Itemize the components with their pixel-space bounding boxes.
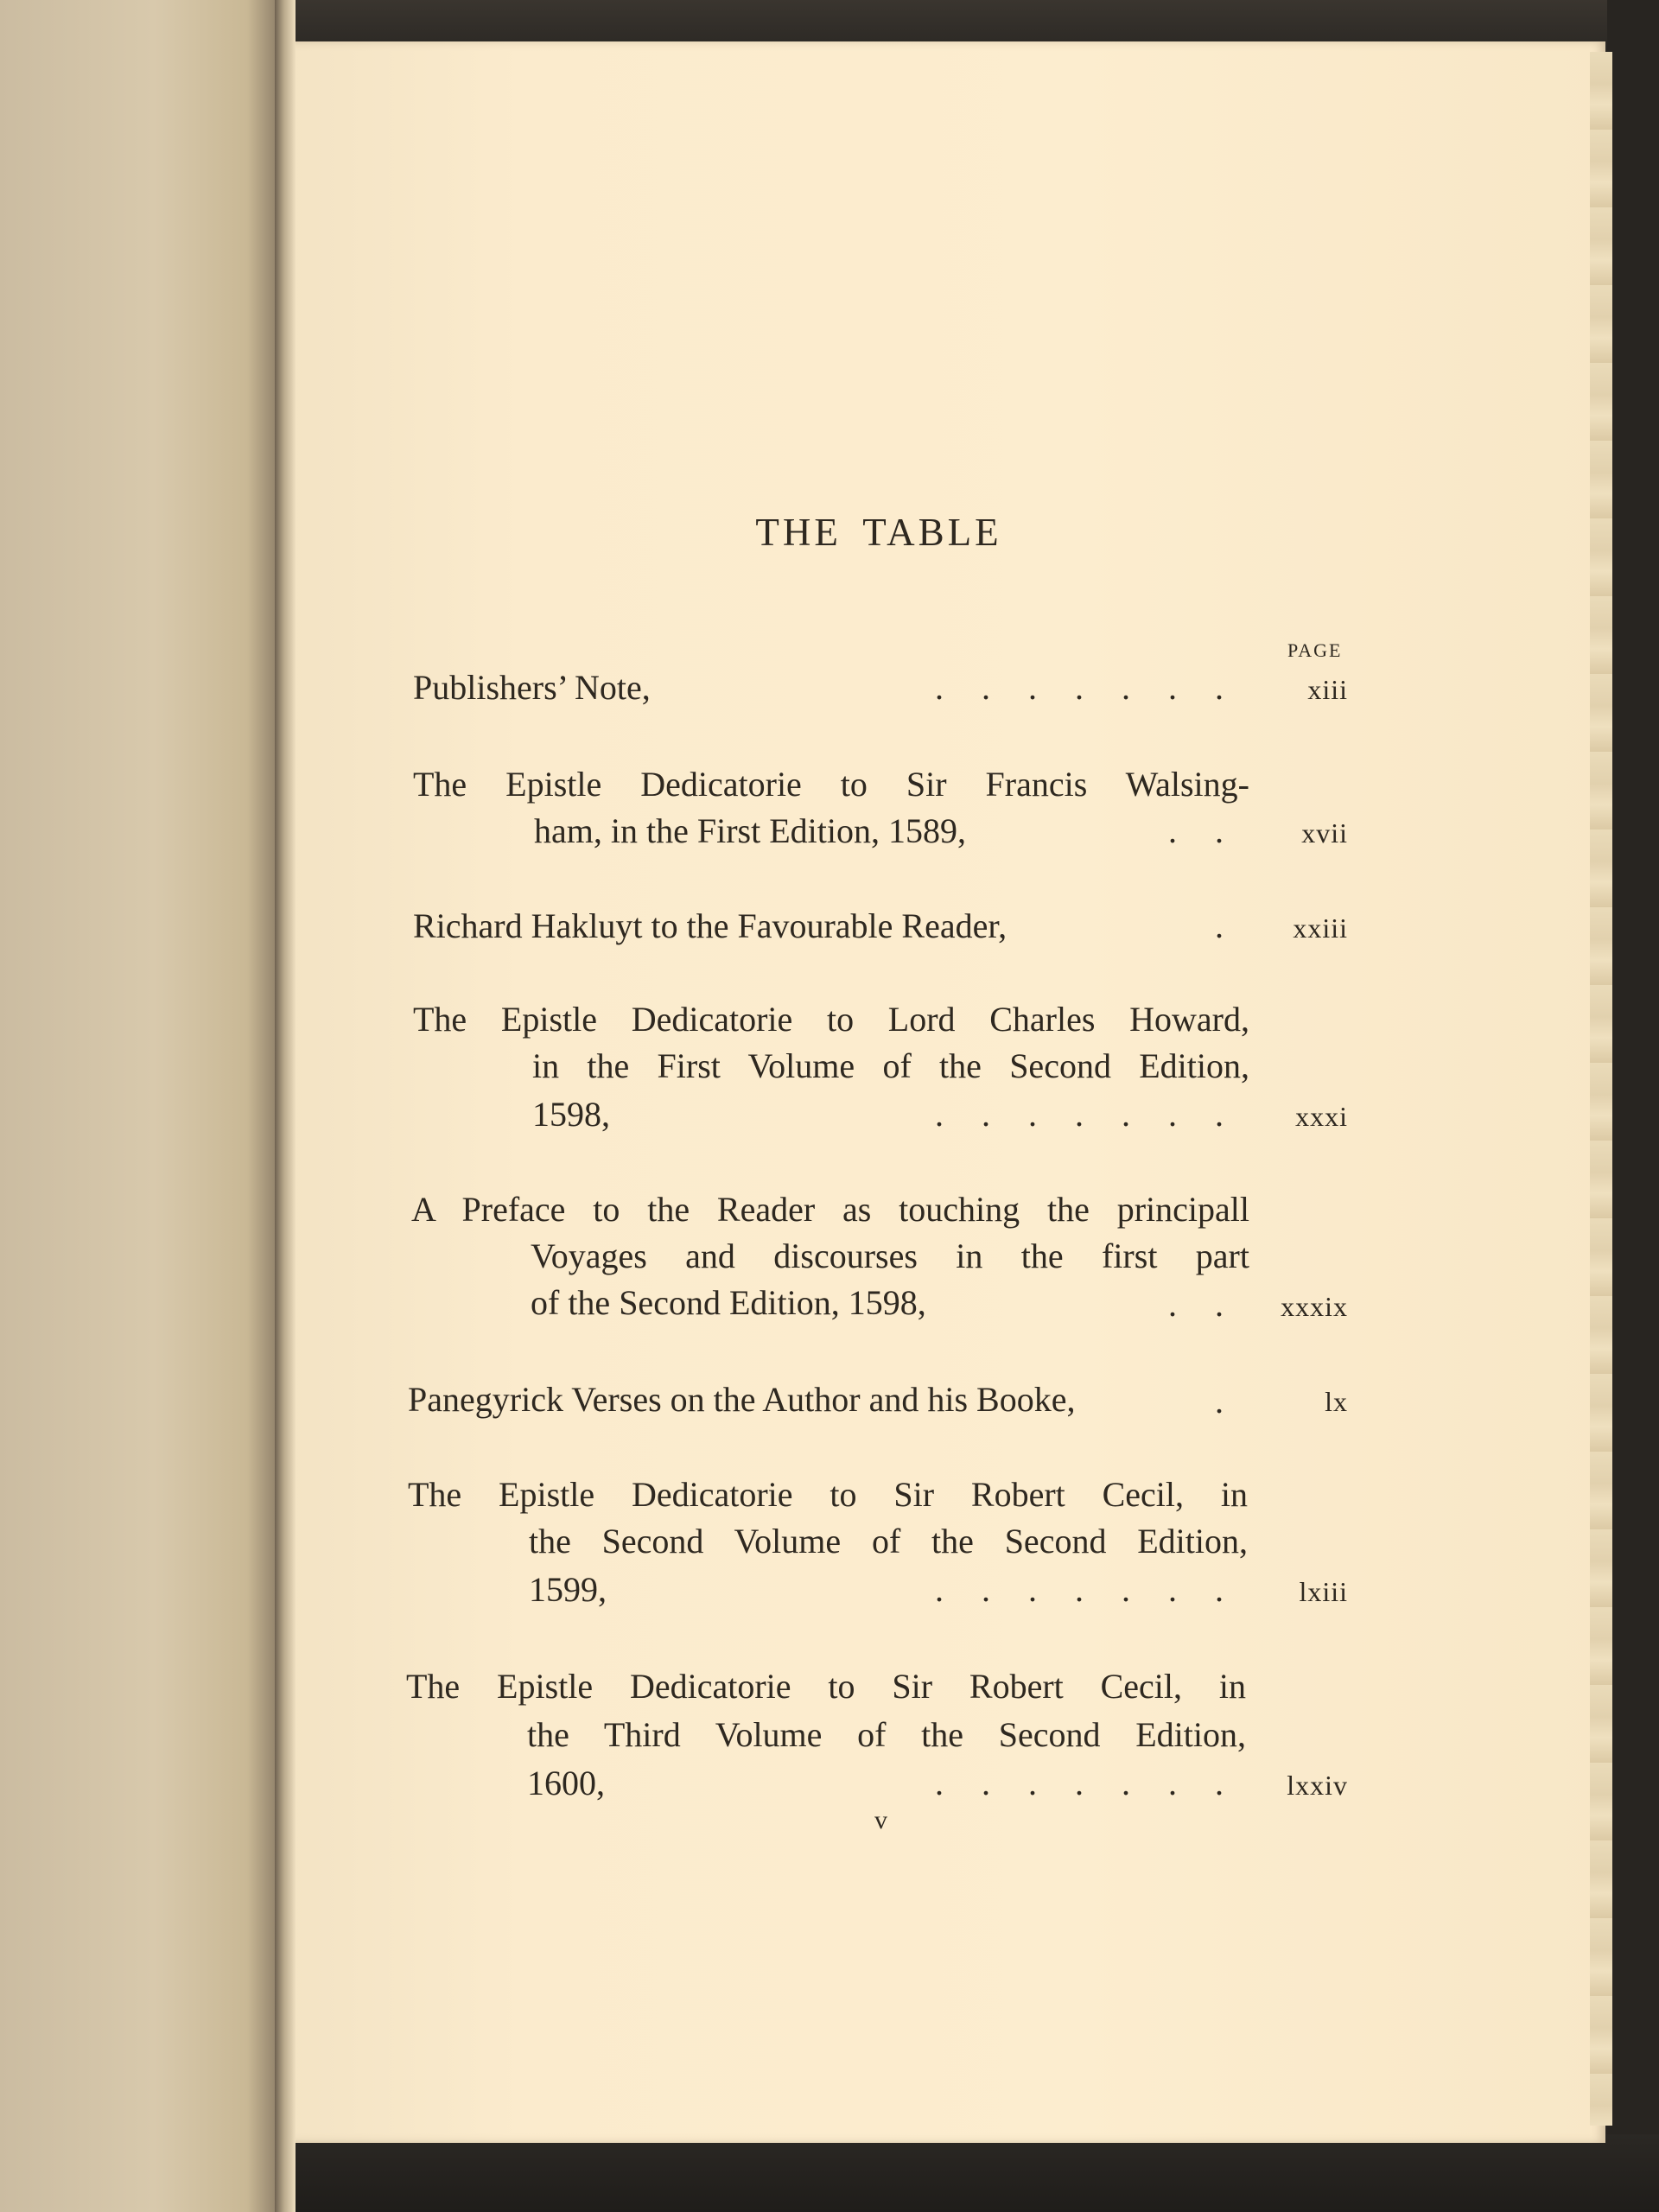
toc-entry-text: 1599, — [529, 1570, 607, 1609]
toc-entry-text: the Third Volume of the Second Edition, — [527, 1715, 1246, 1754]
toc-entry-text: Publishers’ Note, — [413, 668, 651, 707]
toc-entry-text: The Epistle Dedicatorie to Sir Francis Walsing- — [413, 765, 1249, 804]
leader-dots: . — [1215, 1382, 1262, 1421]
leader-dots: ....... — [935, 1095, 1262, 1134]
toc-entry-text: 1598, — [532, 1095, 610, 1134]
page-column-header: PAGE — [1287, 639, 1343, 661]
toc-entry-text: The Epistle Dedicatorie to Lord Charles Howard, — [413, 1000, 1249, 1039]
toc-page-number: xiii — [1307, 674, 1348, 705]
toc-page-number: lxiii — [1299, 1576, 1348, 1607]
leader-dots: .. — [1168, 1285, 1262, 1324]
toc-entry-text: of the Second Edition, 1598, — [531, 1283, 926, 1322]
toc-page-number: xxxi — [1295, 1101, 1348, 1132]
toc-entry-text: the Second Volume of the Second Edition, — [529, 1522, 1248, 1560]
toc-page-number: xxiii — [1293, 912, 1348, 944]
toc-entry-text: ham, in the First Edition, 1589, — [534, 811, 966, 850]
toc-entry-text: Richard Hakluyt to the Favourable Reader, — [413, 906, 1007, 945]
leader-dots: . — [1215, 906, 1262, 945]
toc-entry-text: A Preface to the Reader as touching the principall — [411, 1190, 1249, 1229]
toc-page-number: xvii — [1301, 817, 1348, 849]
toc-entry-text: Panegyrick Verses on the Author and his Booke, — [408, 1380, 1076, 1419]
leader-dots: ....... — [935, 1764, 1262, 1802]
toc-entry-text: 1600, — [527, 1764, 605, 1802]
toc-entry-text: Voyages and discourses in the first part — [531, 1236, 1249, 1275]
toc-page-number: lxxiv — [1287, 1770, 1348, 1801]
toc-page-number: xxxix — [1281, 1291, 1348, 1322]
toc-page-number: lx — [1325, 1386, 1348, 1417]
toc-entry-text: The Epistle Dedicatorie to Sir Robert Cecil, in — [406, 1667, 1246, 1706]
leader-dots: .. — [1168, 811, 1262, 850]
leader-dots: ....... — [935, 1570, 1262, 1609]
page-folio: v — [874, 1806, 887, 1834]
page-title: THE TABLE — [755, 511, 1002, 554]
leader-dots: ....... — [935, 668, 1262, 707]
toc-entry-text: The Epistle Dedicatorie to Sir Robert Cecil, in — [408, 1475, 1248, 1514]
toc-entry-text: in the First Volume of the Second Edition, — [532, 1046, 1249, 1085]
